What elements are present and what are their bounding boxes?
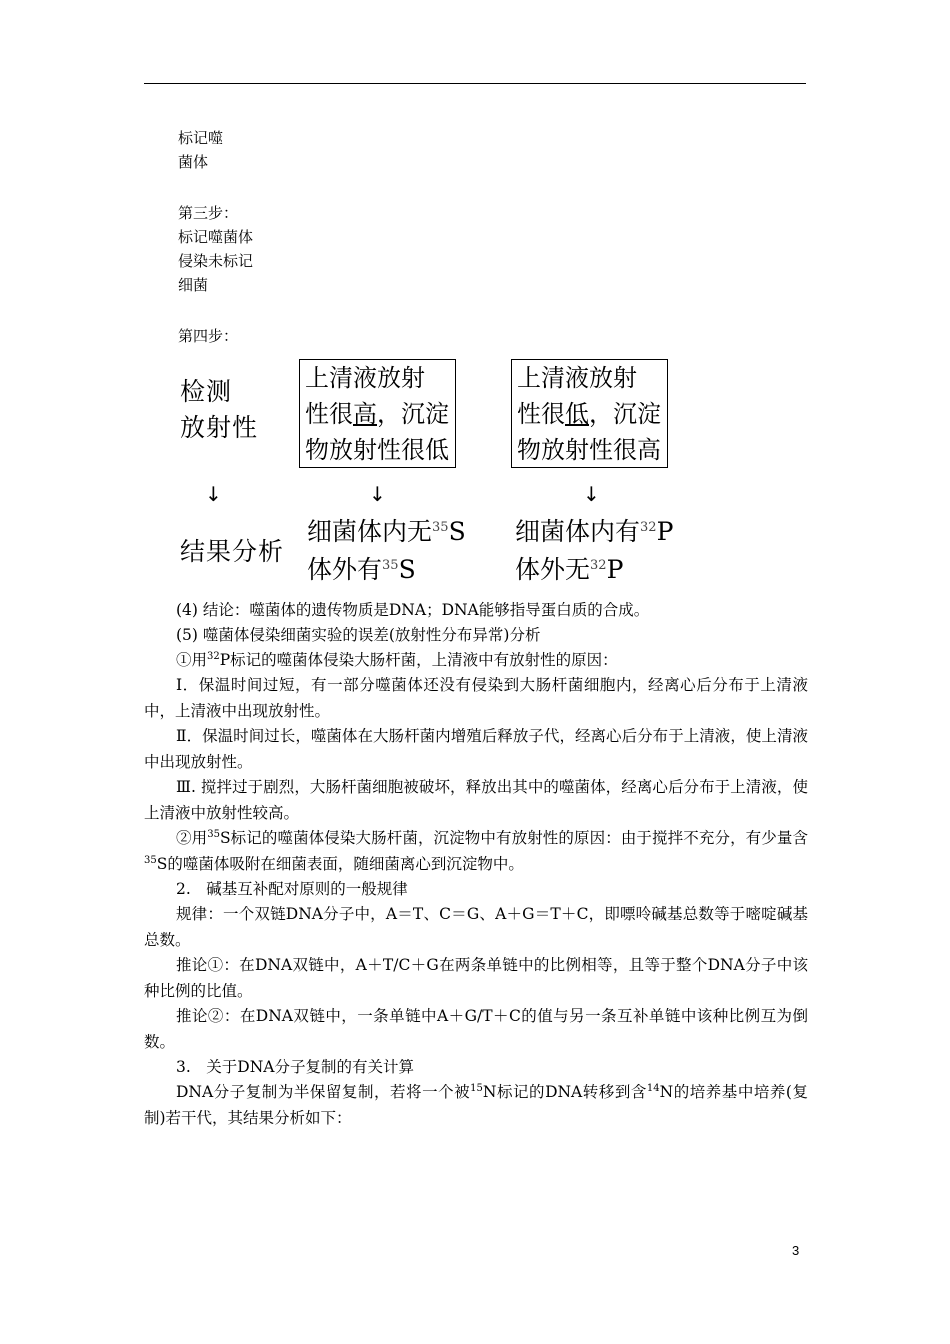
result-line	[307, 513, 466, 551]
cause-2	[144, 826, 808, 877]
box-line: 物放射性很高	[517, 436, 661, 464]
text-line: 标记噬菌体	[178, 228, 254, 246]
isotope-mass: 14	[646, 1083, 660, 1094]
inference-1: 推论①：在DNA双链中，A＋T/C＋G在两条单链中的比例相等，且等于整个DNA分子中该种比例的比值。	[144, 956, 808, 1000]
text-line: 细菌	[178, 276, 209, 294]
header-rule	[144, 83, 806, 84]
isotope-mass: 32	[590, 558, 607, 573]
arrow-down-icon: ↓	[369, 482, 386, 506]
text-span: S标记的噬菌体侵染大肠杆菌，沉淀物中有放射性的原因：由于搅拌不充分，有少量含	[219, 829, 808, 847]
replication-paragraph	[144, 1080, 808, 1131]
result-box-2	[511, 359, 668, 468]
result-text: 细菌体内无	[307, 517, 433, 546]
page-number: 3	[792, 1243, 800, 1258]
box-underlined: 高	[353, 400, 377, 428]
label-biaoji	[178, 126, 223, 174]
box-text: 性很	[305, 400, 353, 428]
section-heading-3: 3. 关于DNA分子复制的有关计算	[176, 1058, 414, 1076]
text-span: ②用	[176, 829, 208, 847]
text-line: 侵染未标记	[178, 252, 254, 270]
reason-iii: Ⅲ. 搅拌过于剧烈，大肠杆菌细胞被破坏，释放出其中的噬菌体，经离心后分布于上清液，使上清液中放射性较高。	[144, 778, 808, 822]
text-span: N的培养基中培养(复制)若干代，其结果分析如下：	[144, 1083, 808, 1127]
text-span: DNA分子复制为半保留复制，若将一个被	[176, 1083, 471, 1101]
isotope-mass: 32	[207, 651, 220, 662]
text-line: 标记噬	[178, 129, 224, 147]
result-line	[515, 551, 673, 589]
isotope-mass: 32	[640, 520, 657, 535]
arrow-down-icon: ↓	[583, 482, 600, 506]
box-underlined: 低	[565, 400, 589, 428]
heading-5: (5) 噬菌体侵染细菌实验的误差(放射性分布异常)分析	[176, 626, 541, 644]
text-span: P标记的噬菌体侵染大肠杆菌，上清液中有放射性的原因：	[219, 651, 618, 669]
result-line	[307, 551, 466, 589]
element-symbol: P	[606, 555, 624, 584]
box-line	[305, 396, 453, 432]
step4-title: 第四步：	[178, 327, 239, 345]
element-symbol: S	[448, 517, 466, 546]
result-analysis-label: 结果分析	[180, 537, 285, 566]
rule-paragraph: 规律：一个双链DNA分子中，A＝T、C＝G、A＋G＝T＋C，即嘌呤碱基总数等于嘧啶碱基总数。	[144, 905, 808, 949]
box-text: 性很	[517, 400, 565, 428]
isotope-mass: 35	[144, 854, 157, 866]
isotope-mass: 35	[432, 520, 449, 535]
result-line	[515, 513, 673, 551]
reason-ii: Ⅱ．保温时间过长，噬菌体在大肠杆菌内增殖后释放子代，经离心后分布于上清液，使上清液中出现放射性。	[144, 727, 808, 771]
result-1	[307, 513, 466, 589]
element-symbol: P	[656, 517, 674, 546]
section-heading-2: 2. 碱基互补配对原则的一般规律	[176, 880, 408, 898]
cause-1	[144, 648, 808, 674]
isotope-mass: 35	[207, 829, 220, 840]
detect-line: 放射性	[180, 413, 259, 442]
text-span: ①用	[176, 651, 208, 669]
arrow-down-icon: ↓	[205, 482, 222, 506]
step3-block	[178, 201, 253, 297]
box-line: 物放射性很低	[305, 436, 449, 464]
result-text: 细菌体内有	[515, 517, 641, 546]
text-line: 菌体	[178, 153, 209, 171]
box-line: 上清液放射	[305, 364, 425, 392]
inference-2: 推论②：在DNA双链中，一条单链中A＋G/T＋C的值与另一条互补单链中该种比例互为倒数。	[144, 1007, 808, 1051]
result-2	[515, 513, 673, 589]
text-span: N标记的DNA转移到含	[482, 1083, 647, 1101]
box-text: ，沉淀	[377, 400, 449, 428]
result-box-1	[299, 359, 456, 468]
text-span: S的噬菌体吸附在细菌表面，随细菌离心到沉淀物中。	[156, 854, 524, 873]
result-text: 体外有	[307, 555, 383, 584]
box-line: 上清液放射	[517, 364, 637, 392]
conclusion-4: (4) 结论：噬菌体的遗传物质是DNA；DNA能够指导蛋白质的合成。	[176, 601, 650, 619]
isotope-mass: 35	[382, 558, 399, 573]
detect-line: 检测	[180, 377, 233, 406]
box-text: ，沉淀	[589, 400, 661, 428]
step3-title: 第三步：	[178, 204, 239, 222]
detect-label	[180, 374, 258, 446]
experiment-diagram	[170, 356, 690, 596]
box-line	[517, 396, 665, 432]
element-symbol: S	[398, 555, 416, 584]
reason-i: Ⅰ．保温时间过短，有一部分噬菌体还没有侵染到大肠杆菌细胞内，经离心后分布于上清液中，上清液中出现放射性。	[144, 676, 808, 720]
isotope-mass: 15	[470, 1083, 483, 1094]
result-text: 体外无	[515, 555, 591, 584]
